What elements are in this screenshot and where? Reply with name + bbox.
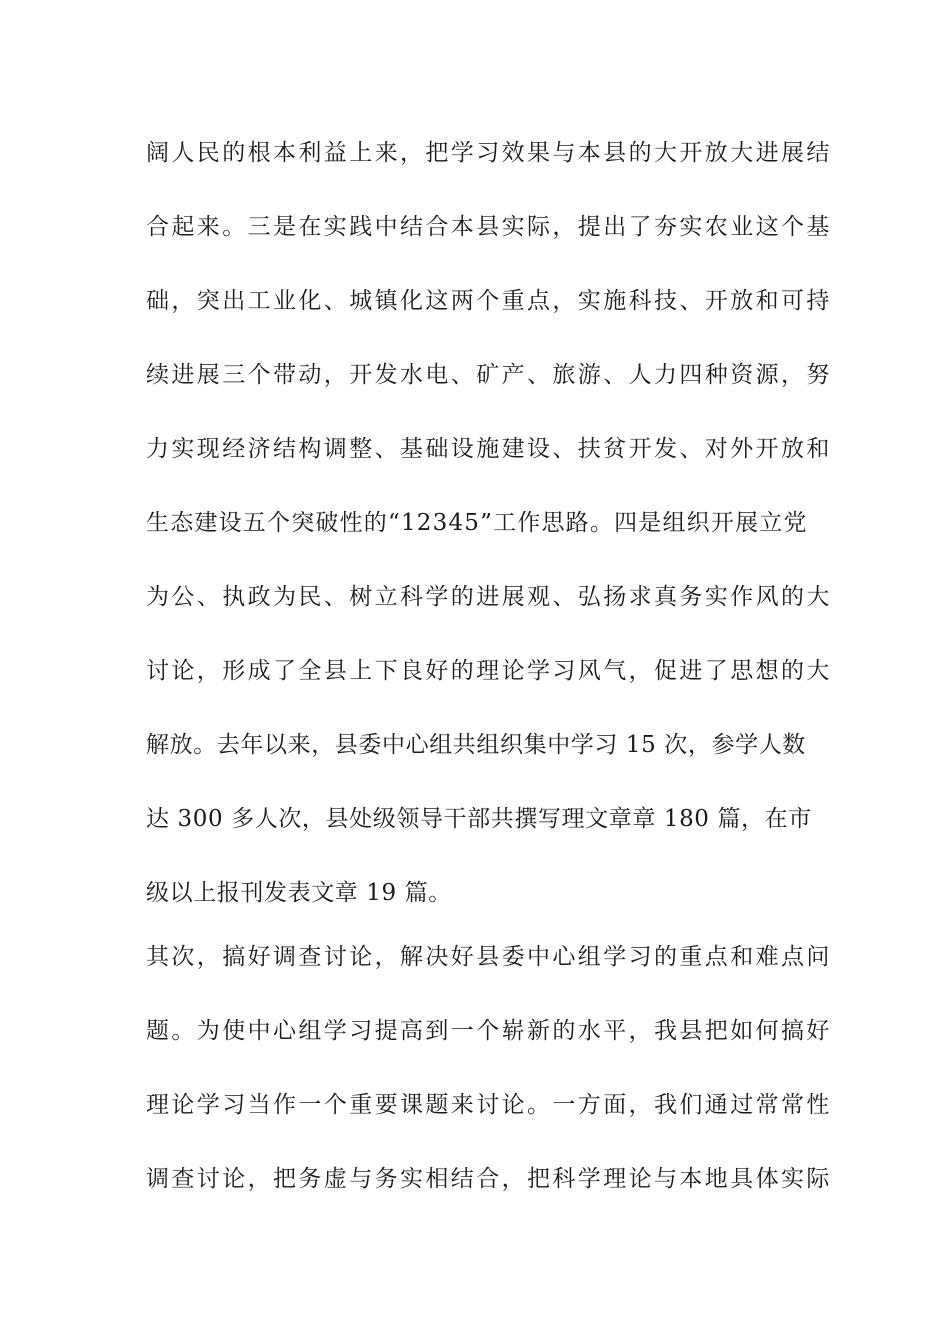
text-line: 解放。去年以来，县委中心组共组织集中学习 15 次，参学人数 [146, 732, 806, 758]
text-line: 力实现经济结构调整、基础设施建设、扶贫开发、对外开放和 [146, 436, 832, 462]
text-line: 阔人民的根本利益上来，把学习效果与本县的大开放大进展结 [146, 140, 832, 166]
text-line: 其次，搞好调查讨论，解决好县委中心组学习的重点和难点问 [146, 944, 832, 970]
text-line: 础，突出工业化、城镇化这两个重点，实施科技、开放和可持 [146, 288, 832, 314]
text-line: 达 300 多人次，县处级领导干部共撰写理文章章 180 篇，在市 [146, 806, 812, 832]
text-line: 合起来。三是在实践中结合本县实际，提出了夯实农业这个基 [146, 214, 832, 240]
text-line: 题。为使中心组学习提高到一个崭新的水平，我县把如何搞好 [146, 1018, 832, 1044]
text-line: 为公、执政为民、树立科学的进展观、弘扬求真务实作风的大 [146, 584, 832, 610]
text-line: 级以上报刊发表文章 19 篇。 [146, 880, 452, 906]
text-line: 生态建设五个突破性的“12345”工作思路。四是组织开展立党 [146, 510, 808, 536]
text-line: 调查讨论，把务虚与务实相结合，把科学理论与本地具体实际 [146, 1166, 832, 1192]
text-line: 理论学习当作一个重要课题来讨论。一方面，我们通过常常性 [146, 1092, 832, 1118]
text-line: 讨论，形成了全县上下良好的理论学习风气，促进了思想的大 [146, 658, 832, 684]
text-line: 续进展三个带动，开发水电、矿产、旅游、人力四种资源，努 [146, 362, 832, 388]
